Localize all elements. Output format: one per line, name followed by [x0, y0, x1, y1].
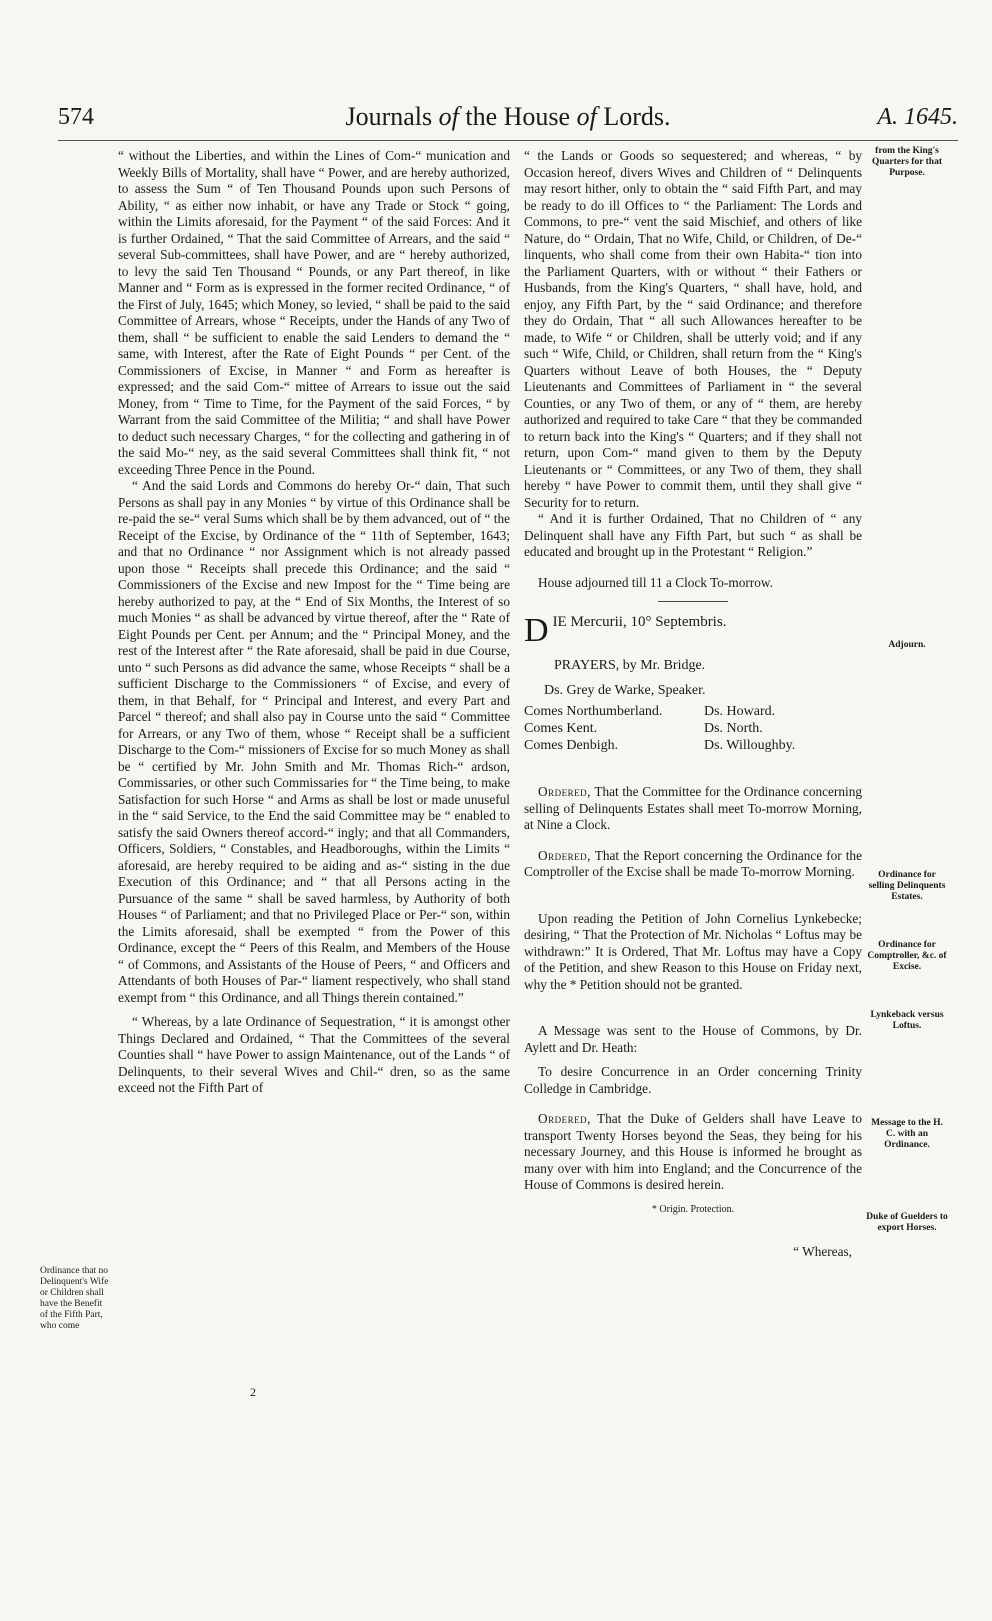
ordered-label: Ordered, [538, 784, 591, 799]
margin-note: Lynkeback versus Loftus. [870, 1010, 944, 1031]
petition-entry: Upon reading the Petition of John Cornelius Lynkebecke; desiring, “ That the Protection of Mr. Nicholas “ Loftus may be withdrawn:” It is Ordered, That Mr. Loftus may have a Copy of the Petition, and shew Reason to this House on Friday next, why the * Petition should not be granted. [524, 910, 862, 992]
prayers-line: PRAYERS, by Mr. Bridge. [554, 658, 706, 673]
page-header [58, 100, 958, 141]
sequestration-text-2: “ And it is further Ordained, That no Children of “ any Delinquent shall have any Fifth Part, but such “ as shall be educated and brought up in the Protestant “ Religion.” [524, 511, 862, 559]
ordinance-text-2: “ And the said Lords and Commons do hereby Or-“ dain, That such Persons as shall pay in any Monies “ by virtue of this Ordinance shall be re-paid the se-“ veral Sums which shall be by them advanced, out of “ the Receipt of the Excise, by Ordinance of the “ 11th of September, 1643; and that no Ordinance “ nor Assignment which is not already passed upon those “ Receipts shall precede this Ordinance; and the said “ Commissioners of the Excise and new Impost for the “ Time being are hereby authorized to pay, at the “ End of Six Months, the Interest of so much Monies “ as shall be advanced by virtue thereof, after the “ Rate of Eight Pounds per Cent. per Annum; and the “ Principal Money, and the rest of the Interest after “ the Rate aforesaid, shall be paid in due Course, unto “ such Persons as did advance the same, whose Receipts “ shall be a sufficient Discharge to the Commissioners “ of Excise, and every of them, in that Behalf, for “ Principal and Interest, and every Part and Parcel “ thereof; and shall also pay in Course unto the said “ Committee for Arrears, or any Two of them, whose “ Receipt shall be a sufficient Discharge to the Com-“ missioners of Excise for so much Money as shall be “ certified by Mr. John Smith and Mr. Thomas Rich-“ ardson, Commissaries, or other such Commissaries for “ the Time being, to make Satisfaction for such Horse “ and Arms as shall be lost or made unuseful in the “ said Service, to the End the said Committee may be “ enabled to satisfy the said Owners thereof accord-“ ingly; and that all Commanders, Officers, Soldiers, “ Constables, and Headboroughs, within the Limits “ aforesaid, are hereby required to be aiding and as-“ sisting in the due Execution of this Ordinance; and “ that all Persons acting in the Pursuance of the same “ shall be saved harmless, by Authority of both Houses “ of Parliament; and that no Privileged Place or Per-“ son, within the Limits aforesaid, shall be exempted “ from the Power of this Ordinance, except the “ Peers of this Realm, and Members of the House “ of Commons, and Assistants of the House of Peers, “ and Officers and Attendants of both Houses of Par-“ liament respectively, who shall stand exempt from “ this Ordinance, and all Things therein contained.” [118, 478, 510, 1005]
divider [658, 601, 728, 602]
day-date: IE Mercurii, 10° Septembris. [552, 614, 727, 630]
ordered-label: Ordered, [538, 847, 591, 863]
attendance-list [524, 703, 862, 754]
day-heading [524, 612, 862, 649]
title-part: of [438, 102, 459, 131]
page-year: A. 1645. [877, 104, 958, 130]
signature-mark: 2 [250, 1385, 256, 1399]
speaker-line: Ds. Grey de Warke, Speaker. [544, 682, 706, 698]
order-committee-meet [524, 784, 862, 834]
left-column [118, 148, 510, 1097]
margin-note: from the King's Quarters for that Purpose. [871, 146, 942, 178]
peer-name: Comes Northumberland. [524, 704, 663, 719]
margin-note: Ordinance for Comptroller, &c. of Excise. [867, 940, 947, 972]
margin-note: Ordinance for selling Delinquents Estates. [868, 870, 946, 902]
title-part: of [576, 102, 597, 131]
peer-name: Ds. Howard. [704, 704, 776, 719]
message-entry: A Message was sent to the House of Commons, by Dr. Aylett and Dr. Heath: [524, 1023, 862, 1055]
peer-name: Ds. Willoughby. [704, 738, 796, 753]
drop-cap: D [524, 612, 549, 649]
running-title [58, 102, 958, 132]
title-part: Journals [345, 102, 439, 131]
order-text: That the Report concerning the Ordinance for the Comptroller of the Excise shall be made To-morrow Morning. [524, 847, 862, 879]
peer-name: Comes Denbigh. [524, 738, 619, 753]
title-part: Lords. [596, 102, 671, 131]
order-report [524, 848, 862, 881]
ordered-label: Ordered, [538, 1111, 591, 1126]
title-part: House [503, 102, 571, 131]
sequestration-text: “ the Lands or Goods so sequestered; and whereas, “ by Occasion hereof, divers Wives and Children of “ Delinquents may resort hither, only to obtain the “ said Fifth Part, and may be ready to do ill Offices to “ the Parliament: The Lords and Commons, to pre-“ vent the said Mischief, and others of like Nature, do “ Ordain, That no Wife, Child, or Children, of De-“ linquents, who shall come from their own Habita-“ tion into the Parliament Quarters, with or without “ their Fathers or Husbands, from the King's Quarters, “ shall have, hold, and enjoy, any Fifth Part, by the “ said Ordinance; and therefore they do Ordain, That “ all such Allowances hereafter to be made, to Wife “ or Children, shall be utterly void; and if any such “ Wife, Child, or Children, shall return from the “ King's Quarters without Leave of both Houses, the “ Deputy Lieutenants and Committees of Parliament in “ the several Counties, or any Two of them, or any of “ them, are hereby authorized and required to take Care “ that they be commanded to return back into the King's “ Quarters; and if they shall not return, upon Com-“ mand given to them by the Deputy Lieutenants or “ Committees, or any Two of them, they shall hereby “ have Power to commit them, until they shall give “ Security for to return. [524, 148, 862, 510]
footnote: * Origin. Protection. [651, 1203, 735, 1215]
peer-name: Ds. North. [704, 721, 763, 736]
order-duke-gelders [524, 1111, 862, 1194]
margin-note: Duke of Guelders to export Horses. [866, 1212, 948, 1233]
ordinance-text-3: “ Whereas, by a late Ordinance of Sequestration, “ it is amongst other Things Declared and Ordained, “ That the Committees of the several Counties shall “ have Power to assign Maintenance, out of the Lands “ of Delinquents, to their several Wives and Chil-“ dren, so as the same exceed not the Fifth Part of [118, 1014, 510, 1095]
margin-note-left: Ordinance that no Delinquent's Wife or Children shall have the Benefit of the Fifth Part, who come [40, 1266, 109, 1331]
title-part: the [458, 102, 504, 131]
margin-note: Message to the H. C. with an Ordinance. [871, 1118, 943, 1150]
margin-note: Adjourn. [888, 640, 926, 650]
order-text: That the Duke of Gelders shall have Leave to transport Twenty Horses beyond the Seas, they being for his necessary Journey, and this House is informed he brought as many over with him into England; and the Concurrence of the House of Commons is desired herein. [524, 1111, 862, 1192]
ordinance-text-1: “ without the Liberties, and within the Lines of Com-“ munication and Weekly Bills of Mortality, shall have “ Power, and are hereby authorized, to assess the Sum “ of Ten Thousand Pounds upon such Persons of Ability, “ as either now inhabit, or have any Trade or Stock “ going, within the Limits aforesaid, for the Payment “ of the said Forces: And it is further Ordained, “ That the said Committee of Arrears, and the said “ several Sub-committees, shall have Power, and are “ hereby authorized, to levy the said Ten Thousand “ Pounds, or any Part thereof, in like Manner and “ Form as is expressed in the former recited Ordinance, “ of the First of July, 1645; which Money, so levied, “ shall be paid to the said Committee of Arrears, whose “ Receipts, under the Hands of any Two of them, shall “ be sufficient to enable the said Lenders to demand the “ same, with Interest, after the Rate of Eight Pounds “ per Cent. of the Commissioners of Excise, in Manner “ and Form as hereafter is expressed; and the said Com-“ mittee of Arrears to issue out the said Money, from “ Time to Time, for the Payment of the said Forces, “ by Warrant from the said Committee of the Militia; “ and shall have Power to deduct such necessary Charges, “ for the collecting and gathering in of the said Mo-“ ney, as the said several Committees shall think fit, “ not exceeding Three Pence in the Pound. [118, 148, 510, 477]
peer-name: Comes Kent. [524, 721, 598, 736]
page-number: 574 [58, 104, 94, 130]
order-text: That the Committee for the Ordinance concerning selling of Delinquents Estates shall meet To-morrow Morning, at Nine a Clock. [524, 784, 862, 832]
right-column [524, 148, 862, 1261]
adjourn-line: House adjourned till 11 a Clock To-morrow. [538, 574, 773, 590]
catchword: “ Whereas, [793, 1244, 852, 1259]
message-purpose: To desire Concurrence in an Order concerning Trinity Colledge in Cambridge. [524, 1064, 862, 1096]
